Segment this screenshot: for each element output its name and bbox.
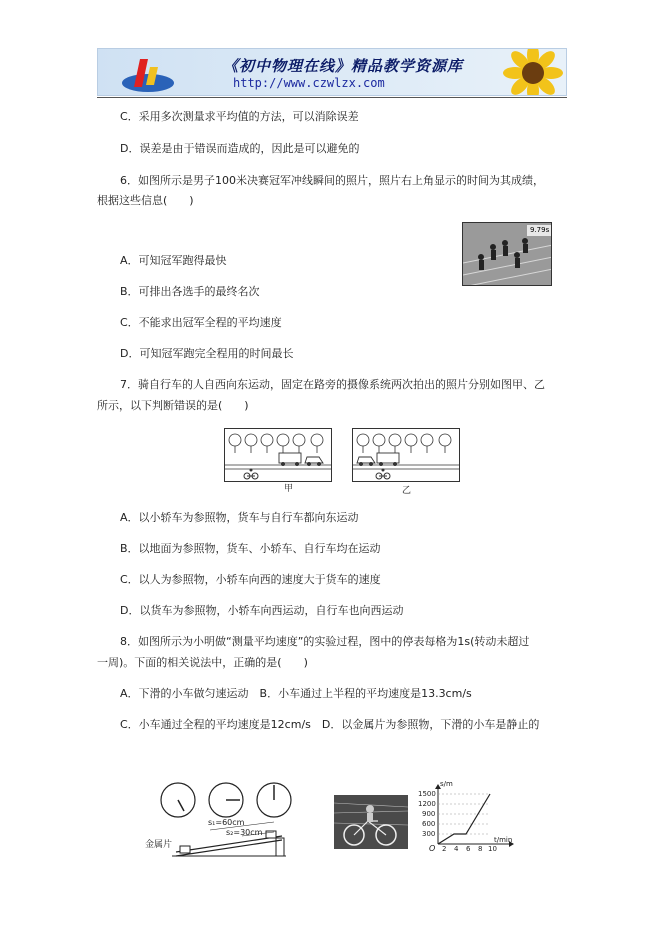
header-banner [97,48,567,96]
metal-plate-label: 金属片 [145,840,173,850]
question-8-stem-cont: 一周)。下面的相关说法中，正确的是( ) [97,656,308,669]
figure-label-jia: 甲 [284,484,294,494]
logo-icon [118,53,178,95]
option-line: D．可知冠军跑完全程用的时间最长 [120,347,294,360]
graph-xtick: 4 [454,845,459,853]
graph-xtick: 8 [478,845,483,853]
road-figure-yi [352,428,460,482]
race-time-display: 9.79s [530,226,550,234]
question-6-stem-cont: 根据这些信息( ) [97,194,194,207]
road-figure-jia [224,428,332,482]
option-line: C．采用多次测量求平均值的方法，可以消除误差 [120,110,359,123]
figure-label-yi: 乙 [402,486,412,496]
graph-ytick: 1200 [418,800,436,808]
question-7-stem: 7．骑自行车的人自西向东运动，固定在路旁的摄像系统两次拍出的照片分别如图甲、乙 [120,378,545,391]
graph-xtick: 6 [466,845,471,853]
distance-label-s2: s₂=30cm [226,828,263,837]
road-scene-icon [225,429,331,481]
cyclist-photo [334,795,408,849]
option-line: A．可知冠军跑得最快 [120,254,227,267]
question-6-stem: 6．如图所示是男子100米决赛冠军冲线瞬间的照片，照片右上角显示的时间为其成绩， [120,174,544,187]
graph-ytick: 900 [422,810,436,818]
option-line: A．以小轿车为参照物，货车与自行车都向东运动 [120,511,359,524]
option-line: D．误差是由于错误而造成的，因此是可以避免的 [120,142,360,155]
question-7-stem-cont: 所示，以下判断错误的是( ) [97,399,249,412]
graph-ytick: 600 [422,820,436,828]
sunflower-icon [493,48,567,96]
stopwatches-icon [158,778,298,822]
graph-ytick: 1500 [418,790,436,798]
option-line: B．以地面为参照物，货车、小轿车、自行车均在运动 [120,542,381,555]
graph-origin: O [429,844,436,853]
banner-url[interactable]: http://www.czwlzx.com [233,76,385,90]
race-finish-photo [462,222,552,286]
option-line: C．以人为参照物，小轿车向西的速度大于货车的速度 [120,573,381,586]
option-line: D．以货车为参照物，小轿车向西运动，自行车也向西运动 [120,604,404,617]
option-line: A．下滑的小车做匀速运动 B．小车通过上半程的平均速度是13.3cm/s [120,687,472,700]
question-8-stem: 8．如图所示为小明做“测量平均速度”的实验过程，图中的停表每格为1s(转动未超过 [120,635,530,648]
distance-label-s1: s₁=60cm [208,818,245,827]
graph-xlabel: t/min [494,836,513,844]
header-rule [97,97,567,98]
option-line: B．可排出各选手的最终名次 [120,285,260,298]
graph-xtick: 2 [442,845,447,853]
bicycle-icon [334,795,408,849]
option-line: C．小车通过全程的平均速度是12cm/s D．以金属片为参照物，下滑的小车是静止的 [120,718,540,731]
option-line: C．不能求出冠军全程的平均速度 [120,316,282,329]
banner-title: 《初中物理在线》精品教学资源库 [223,57,464,75]
graph-xtick: 10 [488,845,497,853]
graph-ytick: 300 [422,830,436,838]
road-scene-icon [353,429,459,481]
graph-ylabel: s/m [440,780,453,788]
